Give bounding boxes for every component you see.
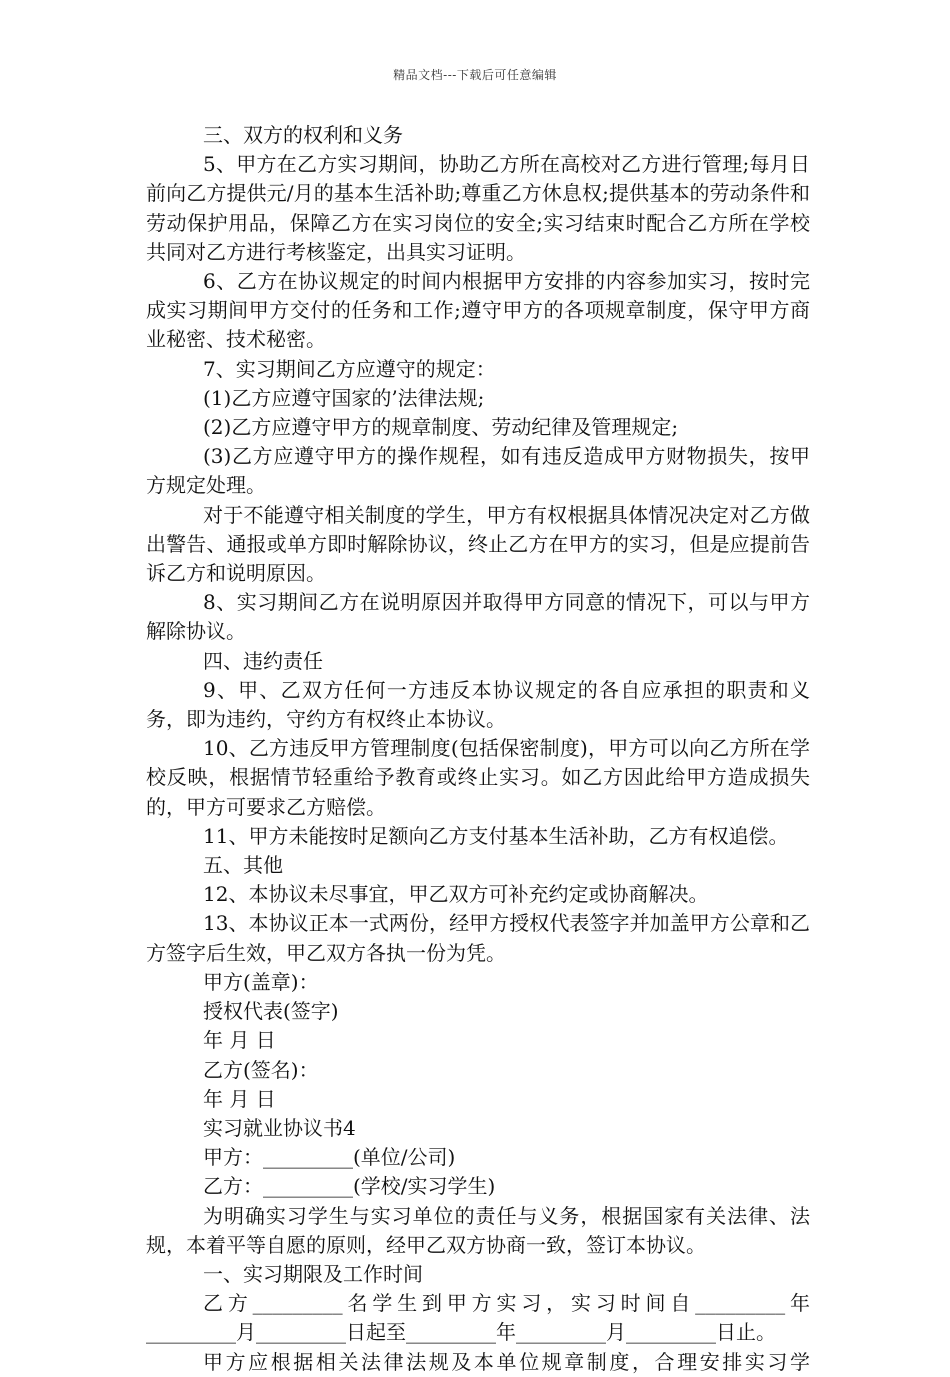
party-a-seal-line: 甲方(盖章)： <box>203 969 319 994</box>
clause-9: 9、甲、乙双方任何一方违反本协议规定的各自应承担的职责和义务，即为违约，守约方有权终止本协议。 <box>146 677 810 732</box>
clause-11: 11、甲方未能按时足额向乙方支付基本生活补助，乙方有权追偿。 <box>203 823 789 848</box>
document-body <box>146 121 810 1377</box>
clause-13: 13、本协议正本一式两份，经甲方授权代表签字并加盖甲方公章和乙方签字后生效，甲乙双方各执一份为凭。 <box>146 911 810 965</box>
section-heading-breach: 四、违约责任 <box>203 648 323 673</box>
date-line-b: 年 月 日 <box>203 1086 276 1111</box>
clause-7-item-3: (3)乙方应遵守甲方的操作规程，如有违反造成甲方财物损失，按甲方规定处理。 <box>146 444 810 498</box>
clause-8: 8、实习期间乙方在说明原因并取得甲方同意的情况下，可以与甲方解除协议。 <box>146 590 810 644</box>
preamble: 为明确实习学生与实习单位的责任与义务，根据国家有关法律、法规，本着平等自愿的原则，经甲乙双方协商一致，签订本协议。 <box>146 1203 810 1257</box>
section-heading-other: 五、其他 <box>203 853 283 878</box>
clause-7-note: 对于不能遵守相关制度的学生，甲方有权根据具体情况决定对乙方做出警告、通报或单方即时解除协议，终止乙方在甲方的实习，但是应提前告诉乙方和说明原因。 <box>146 502 810 586</box>
clause-6: 6、乙方在协议规定的时间内根据甲方安排的内容参加实习，按时完成实习期间甲方交付的任务和工作;遵守甲方的各项规章制度，保守甲方商业秘密、技术秘密。 <box>146 269 810 352</box>
clause-10: 10、乙方违反甲方管理制度(包括保密制度)，甲方可以向乙方所在学校反映，根据情节轻重给予教育或终止实习。如乙方因此给甲方造成损失的，甲方可要求乙方赔偿。 <box>146 736 810 819</box>
party-b-sign-line: 乙方(签名)： <box>203 1057 319 1082</box>
party-a-line: 甲方：_________(单位/公司) <box>203 1145 456 1170</box>
period-clause: 乙方_________名学生到甲方实习，实习时间自_________年_________月_________日起至_________年_________月_________日止。 <box>146 1291 810 1345</box>
section-heading-rights: 三、双方的权利和义务 <box>203 123 403 147</box>
authorized-rep-line: 授权代表(签字) <box>203 999 339 1024</box>
date-line-a: 年 月 日 <box>203 1028 276 1053</box>
clause-7-item-2: (2)乙方应遵守甲方的规章制度、劳动纪律及管理规定; <box>203 415 679 440</box>
section-heading-period: 一、实习期限及工作时间 <box>203 1261 423 1286</box>
clause-7-item-1: (1)乙方应遵守国家的’法律法规; <box>203 385 485 410</box>
clause-12: 12、本协议未尽事宜，甲乙双方可补充约定或协商解决。 <box>203 882 709 907</box>
clause-7: 7、实习期间乙方应遵守的规定： <box>203 356 496 381</box>
clause-5: 5、甲方在乙方实习期间，协助乙方所在高校对乙方进行管理;每月日前向乙方提供元/月的基本生活补助;尊重乙方休息权;提供基本的劳动条件和劳动保护用品，保障乙方在实习岗位的安全;实习结束时配合乙方所在学校共同对乙方进行考核鉴定，出具实习证明。 <box>146 152 810 264</box>
agreement-title: 实习就业协议书4 <box>203 1115 356 1140</box>
page-header: 精品文档---下载后可任意编辑 <box>393 68 557 82</box>
arrangement-clause: 甲方应根据相关法律法规及本单位规章制度，合理安排实习学 <box>203 1349 810 1374</box>
party-b-line: 乙方：_________(学校/实习学生) <box>203 1174 496 1199</box>
